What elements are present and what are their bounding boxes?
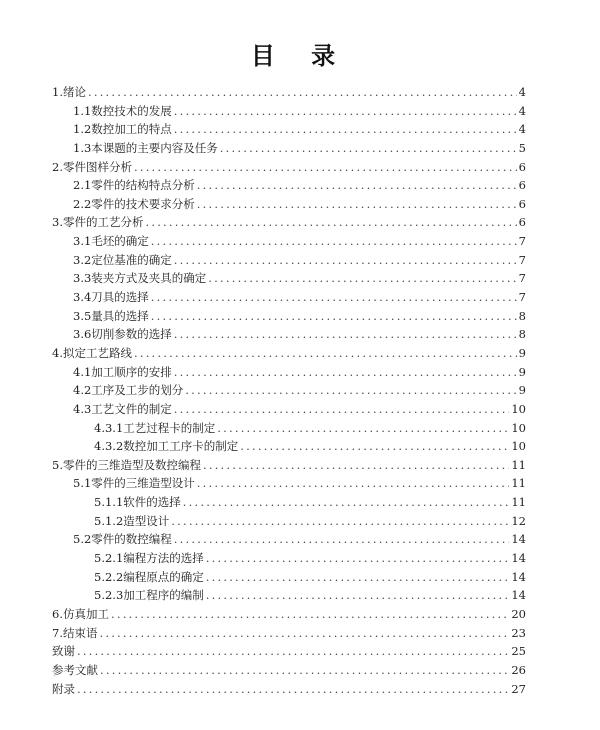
toc-entry-label: 5.1.2造型设计 bbox=[94, 513, 170, 528]
toc-entry-label: 4.1加工顺序的安排 bbox=[73, 364, 172, 379]
toc-entry-page: 26 bbox=[511, 662, 526, 677]
toc-entry-page: 9 bbox=[518, 345, 526, 360]
dot-leader bbox=[240, 439, 509, 453]
toc-entry[interactable] bbox=[52, 587, 526, 606]
dot-leader bbox=[151, 290, 517, 304]
toc-entry-label: 4.2工序及工步的划分 bbox=[73, 383, 184, 398]
dot-leader bbox=[197, 476, 510, 490]
dot-leader bbox=[206, 551, 510, 565]
toc-entry-page: 14 bbox=[511, 551, 526, 566]
toc-entry[interactable] bbox=[52, 233, 526, 252]
dot-leader bbox=[174, 253, 517, 267]
toc-entry-page: 6 bbox=[518, 178, 526, 193]
toc-entry-page: 20 bbox=[511, 606, 526, 621]
toc-entry[interactable] bbox=[52, 569, 526, 588]
toc-entry-page: 7 bbox=[518, 252, 526, 267]
toc-entry[interactable] bbox=[52, 382, 526, 401]
toc-entry[interactable] bbox=[52, 196, 526, 215]
toc-entry-page: 6 bbox=[518, 196, 526, 211]
dot-leader bbox=[185, 383, 516, 397]
toc-entry[interactable] bbox=[52, 289, 526, 308]
toc-entry-page: 8 bbox=[518, 327, 526, 342]
dot-leader bbox=[174, 532, 510, 546]
dot-leader bbox=[208, 271, 516, 285]
toc-entry-page: 10 bbox=[511, 401, 526, 416]
toc-entry-page: 7 bbox=[518, 271, 526, 286]
toc-entry-page: 14 bbox=[511, 532, 526, 547]
toc-entry-label: 3.5量具的选择 bbox=[73, 308, 149, 323]
dot-leader bbox=[100, 663, 509, 677]
toc-entry-label: 3.3装夹方式及夹具的确定 bbox=[73, 271, 207, 286]
toc-entry-label: 3.零件的工艺分析 bbox=[52, 215, 144, 230]
toc-entry-page: 9 bbox=[518, 383, 526, 398]
toc-entry-page: 8 bbox=[518, 308, 526, 323]
toc-entry-label: 3.1毛坯的确定 bbox=[73, 234, 149, 249]
dot-leader bbox=[151, 234, 517, 248]
toc-entry-label: 2.2零件的技术要求分析 bbox=[73, 196, 195, 211]
dot-leader bbox=[217, 421, 509, 435]
dot-leader bbox=[88, 85, 517, 99]
toc-entry-label: 1.1数控技术的发展 bbox=[73, 103, 172, 118]
dot-leader bbox=[197, 197, 517, 211]
toc-entry-page: 11 bbox=[511, 476, 526, 491]
dot-leader bbox=[203, 458, 509, 472]
toc-entry[interactable] bbox=[52, 177, 526, 196]
dot-leader bbox=[111, 607, 509, 621]
toc-entry-label: 5.2.1编程方法的选择 bbox=[94, 551, 204, 566]
toc-entry-page: 11 bbox=[511, 495, 526, 510]
dot-leader bbox=[77, 644, 509, 658]
toc-entry-page: 23 bbox=[511, 625, 526, 640]
dot-leader bbox=[206, 570, 510, 584]
toc-entry-label: 2.1零件的结构特点分析 bbox=[73, 178, 195, 193]
toc-entry[interactable] bbox=[52, 475, 526, 494]
toc-entry[interactable] bbox=[52, 662, 526, 681]
dot-leader bbox=[134, 160, 517, 174]
toc-entry-label: 5.2.3加工程序的编制 bbox=[94, 588, 204, 603]
dot-leader bbox=[171, 514, 509, 528]
toc-entry-page: 5 bbox=[518, 140, 526, 155]
toc-entry-label: 1.3本课题的主要内容及任务 bbox=[73, 140, 218, 155]
dot-leader bbox=[174, 365, 517, 379]
dot-leader bbox=[77, 682, 509, 696]
toc-entry-page: 6 bbox=[518, 159, 526, 174]
toc-entry-label: 5.2零件的数控编程 bbox=[73, 532, 172, 547]
toc-entry-page: 14 bbox=[511, 588, 526, 603]
toc-entry[interactable] bbox=[52, 159, 526, 178]
toc-entry-label: 3.6切削参数的选择 bbox=[73, 327, 172, 342]
toc-entry[interactable] bbox=[52, 326, 526, 345]
toc-entry-page: 10 bbox=[511, 420, 526, 435]
dot-leader bbox=[174, 122, 517, 136]
toc-entry-page: 4 bbox=[518, 103, 526, 118]
toc-entry[interactable] bbox=[52, 140, 526, 159]
table-of-contents bbox=[52, 84, 526, 699]
dot-leader bbox=[206, 588, 510, 602]
dot-leader bbox=[174, 104, 517, 118]
toc-entry[interactable] bbox=[52, 364, 526, 383]
toc-entry-page: 9 bbox=[518, 364, 526, 379]
toc-entry-page: 12 bbox=[511, 513, 526, 528]
toc-entry[interactable] bbox=[52, 214, 526, 233]
dot-leader bbox=[220, 141, 517, 155]
toc-entry-page: 4 bbox=[518, 122, 526, 137]
toc-entry[interactable] bbox=[52, 457, 526, 476]
toc-entry[interactable] bbox=[52, 643, 526, 662]
toc-entry[interactable] bbox=[52, 420, 526, 439]
toc-entry[interactable] bbox=[52, 345, 526, 364]
page-title: 目 录 bbox=[250, 42, 350, 70]
toc-entry[interactable] bbox=[52, 550, 526, 569]
toc-entry[interactable] bbox=[52, 438, 526, 457]
dot-leader bbox=[99, 626, 509, 640]
toc-entry-label: 3.2定位基准的确定 bbox=[73, 252, 172, 267]
toc-entry-page: 27 bbox=[511, 681, 526, 696]
toc-entry[interactable] bbox=[52, 494, 526, 513]
toc-entry-label: 附录 bbox=[52, 681, 75, 696]
toc-entry[interactable] bbox=[52, 270, 526, 289]
toc-entry-label: 2.零件图样分析 bbox=[52, 159, 132, 174]
dot-leader bbox=[174, 402, 510, 416]
toc-entry[interactable] bbox=[52, 103, 526, 122]
toc-entry-page: 7 bbox=[518, 234, 526, 249]
toc-entry-label: 5.1零件的三维造型设计 bbox=[73, 476, 195, 491]
toc-entry[interactable] bbox=[52, 84, 526, 103]
toc-entry[interactable] bbox=[52, 401, 526, 420]
toc-entry[interactable] bbox=[52, 513, 526, 532]
toc-entry-label: 6.仿真加工 bbox=[52, 606, 109, 621]
toc-entry-page: 10 bbox=[511, 439, 526, 454]
toc-entry-page: 6 bbox=[518, 215, 526, 230]
toc-entry[interactable] bbox=[52, 681, 526, 700]
toc-entry[interactable] bbox=[52, 252, 526, 271]
toc-entry[interactable] bbox=[52, 531, 526, 550]
toc-entry-label: 5.1.1软件的选择 bbox=[94, 495, 181, 510]
dot-leader bbox=[174, 327, 517, 341]
toc-entry-page: 11 bbox=[511, 457, 526, 472]
toc-entry-label: 5.零件的三维造型及数控编程 bbox=[52, 457, 201, 472]
toc-entry[interactable] bbox=[52, 121, 526, 140]
toc-entry-label: 4.拟定工艺路线 bbox=[52, 345, 132, 360]
toc-entry-label: 1.2数控加工的特点 bbox=[73, 122, 172, 137]
toc-entry[interactable] bbox=[52, 308, 526, 327]
toc-entry-label: 4.3.2数控加工工序卡的制定 bbox=[94, 439, 239, 454]
toc-entry-label: 5.2.2编程原点的确定 bbox=[94, 569, 204, 584]
dot-leader bbox=[197, 178, 517, 192]
toc-entry-page: 7 bbox=[518, 290, 526, 305]
toc-entry[interactable] bbox=[52, 625, 526, 644]
toc-entry-page: 14 bbox=[511, 569, 526, 584]
dot-leader bbox=[183, 495, 510, 509]
toc-entry[interactable] bbox=[52, 606, 526, 625]
toc-entry-page: 25 bbox=[511, 644, 526, 659]
toc-entry-label: 4.3.1工艺过程卡的制定 bbox=[94, 420, 216, 435]
toc-entry-label: 参考文献 bbox=[52, 662, 98, 677]
toc-entry-label: 3.4刀具的选择 bbox=[73, 290, 149, 305]
dot-leader bbox=[145, 215, 516, 229]
toc-entry-page: 4 bbox=[518, 85, 526, 99]
toc-entry-label: 4.3工艺文件的制定 bbox=[73, 401, 172, 416]
toc-entry-label: 1.绪论 bbox=[52, 85, 86, 99]
dot-leader bbox=[151, 309, 517, 323]
toc-entry-label: 7.结束语 bbox=[52, 625, 98, 640]
toc-entry-label: 致谢 bbox=[52, 644, 75, 659]
dot-leader bbox=[134, 346, 517, 360]
